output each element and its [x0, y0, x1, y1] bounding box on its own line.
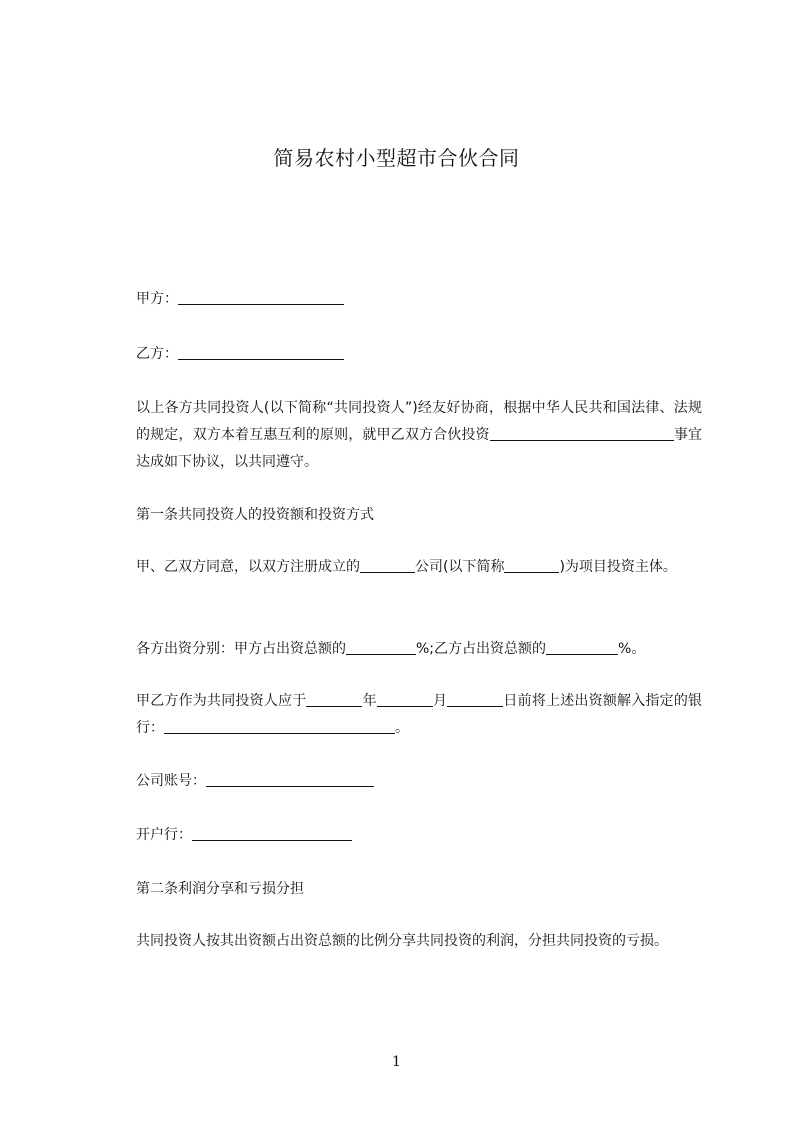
- article1-paragraph2: [136, 636, 645, 663]
- party-a-share-blank[interactable]: [346, 638, 416, 655]
- article1-p3-text-a: 甲乙方作为共同投资人应于: [136, 693, 307, 709]
- company-name-blank[interactable]: [360, 556, 415, 573]
- account-line: [136, 768, 374, 795]
- article1-p1-text-a: 甲、乙双方同意，以双方注册成立的: [136, 559, 360, 575]
- day-blank[interactable]: [447, 690, 503, 707]
- party-b-label: 乙方：: [136, 346, 178, 362]
- party-a-line: [136, 286, 344, 313]
- party-b-line: [136, 341, 344, 368]
- party-a-blank[interactable]: [178, 288, 344, 305]
- article1-p3-end: 。: [395, 720, 409, 736]
- year-label: 年: [362, 693, 377, 709]
- party-b-share-blank[interactable]: [546, 638, 618, 655]
- month-label: 月: [432, 693, 448, 709]
- article1-p2-text-a: 各方出资分别：甲方占出资总额的: [136, 641, 346, 657]
- intro-text-part2: 事宜达成如下协议，以共同遵守。: [136, 427, 702, 470]
- article1-heading: 第一条共同投资人的投资额和投资方式: [136, 507, 374, 523]
- article1-p3-text-b: 日前将上述出资额解入指定的银行：: [136, 693, 703, 736]
- designated-bank-blank[interactable]: [164, 717, 395, 734]
- article1-p2-text-c: %。: [618, 641, 646, 657]
- article2-paragraph1: 共同投资人按其出资额占出资总额的比例分享共同投资的利润，分担共同投资的亏损。: [136, 933, 668, 949]
- account-number-blank[interactable]: [206, 770, 374, 787]
- article1-p2-text-b: %;乙方占出资总额的: [416, 641, 547, 657]
- article1-paragraph1: [106, 554, 702, 581]
- article1-paragraph3: [106, 688, 702, 742]
- bank-label: 开户行：: [136, 827, 192, 843]
- party-a-label: 甲方：: [136, 291, 178, 307]
- investment-project-blank-1[interactable]: [490, 424, 580, 441]
- company-short-name-blank[interactable]: [504, 556, 559, 573]
- month-blank[interactable]: [377, 690, 433, 707]
- intro-paragraph: [106, 395, 702, 476]
- article1-p1-text-c: )为项目投资主体。: [559, 559, 677, 575]
- page-number: 1: [392, 1054, 401, 1070]
- bank-line: [136, 822, 352, 849]
- account-label: 公司账号：: [136, 773, 206, 789]
- investment-project-blank-2[interactable]: [580, 424, 674, 441]
- year-blank[interactable]: [306, 690, 362, 707]
- party-b-blank[interactable]: [178, 343, 344, 360]
- opening-bank-blank[interactable]: [192, 824, 352, 841]
- document-title: 简易农村小型超市合伙合同: [273, 146, 520, 170]
- intro-text-part1: 以上各方共同投资人(以下简称“共同投资人”)经友好协商，根据中华人民共和国法律、法规的规定，双方本着互惠互利的原则，就甲乙双方合伙投资: [136, 400, 702, 443]
- article2-heading: 第二条利润分享和亏损分担: [136, 881, 304, 897]
- article1-p1-text-b: 公司(以下简称: [415, 559, 505, 575]
